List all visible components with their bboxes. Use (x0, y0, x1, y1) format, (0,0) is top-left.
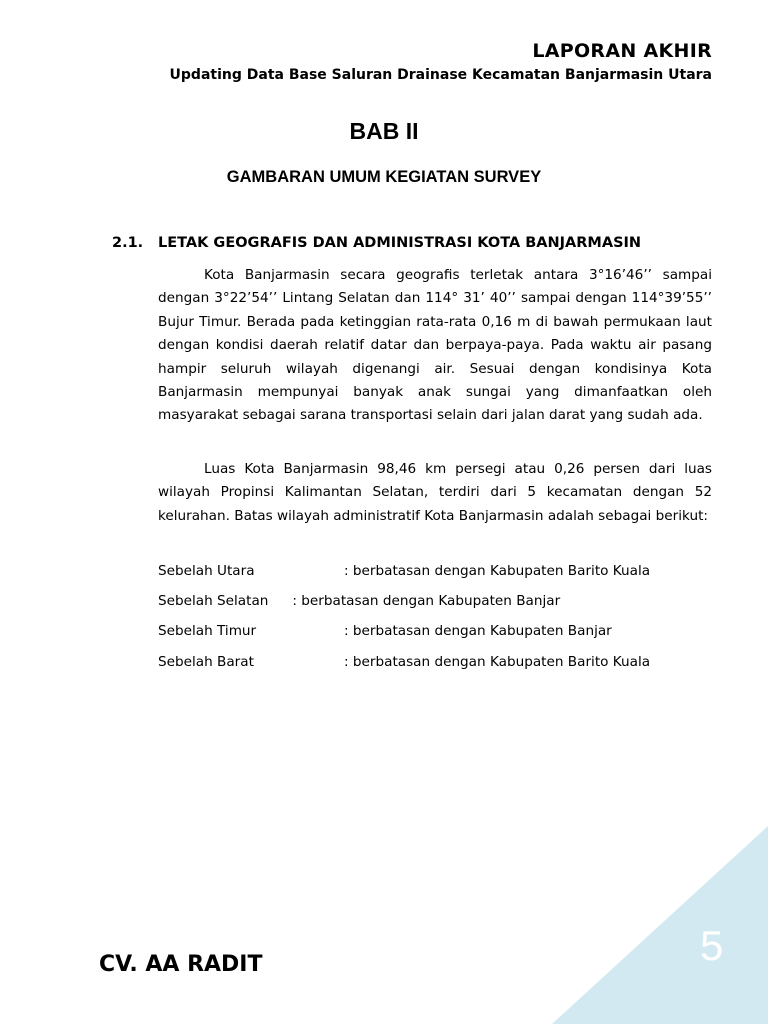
boundary-value: : berbatasan dengan Kabupaten Banjar (292, 593, 561, 609)
boundary-label: Sebelah Selatan (158, 593, 269, 609)
boundary-label: Sebelah Timur (158, 623, 257, 639)
boundary-row-west (158, 654, 650, 670)
boundary-value: : berbatasan dengan Kabupaten Banjar (344, 623, 612, 639)
boundary-value: : berbatasan dengan Kabupaten Barito Kuala (344, 654, 651, 670)
section-number: 2.1. (112, 235, 144, 251)
chapter-subtitle: GAMBARAN UMUM KEGIATAN SURVEY (226, 168, 542, 186)
page-number: 5 (700, 922, 724, 969)
paragraph-geography: Kota Banjarmasin secara geografis terletak antara 3°16’46’’ sampai dengan 3°22’54’’ Lintang Selatan dan 114° 31’ 40’’ sampai dengan 114°39’55’’ Bujur Timur. Berada pada ketinggian rata-rata 0,16 m di bawah permukaan laut dengan kondisi daerah relatif datar dan berpaya-paya. Pada waktu air pasang hampir seluruh wilayah digenangi air. Sesuai dengan kondisinya Kota Banjarmasin mempunyai banyak anak sungai yang dimanfaatkan oleh masyarakat sebagai sarana transportasi selain dari jalan darat yang sudah ada. (158, 267, 712, 424)
boundary-value: : berbatasan dengan Kabupaten Barito Kuala (344, 563, 651, 579)
company-name: CV. AA RADIT (99, 952, 263, 977)
boundary-row-north (158, 563, 650, 579)
chapter-title: BAB II (349, 118, 419, 144)
paragraph-area: Luas Kota Banjarmasin 98,46 km persegi atau 0,26 persen dari luas wilayah Propinsi Kalimantan Selatan, terdiri dari 5 kecamatan dengan 52 kelurahan. Batas wilayah administratif Kota Banjarmasin adalah sebagai berikut: (158, 461, 712, 524)
section-title: LETAK GEOGRAFIS DAN ADMINISTRASI KOTA BANJARMASIN (158, 235, 642, 251)
boundary-row-south (158, 593, 560, 609)
report-title: LAPORAN AKHIR (532, 40, 712, 62)
boundary-label: Sebelah Barat (158, 654, 254, 670)
boundary-row-east (158, 623, 612, 639)
boundary-label: Sebelah Utara (158, 563, 255, 579)
corner-triangle-decoration (552, 826, 768, 1024)
report-subtitle: Updating Data Base Saluran Drainase Kecamatan Banjarmasin Utara (169, 67, 712, 83)
section-heading (112, 235, 641, 251)
